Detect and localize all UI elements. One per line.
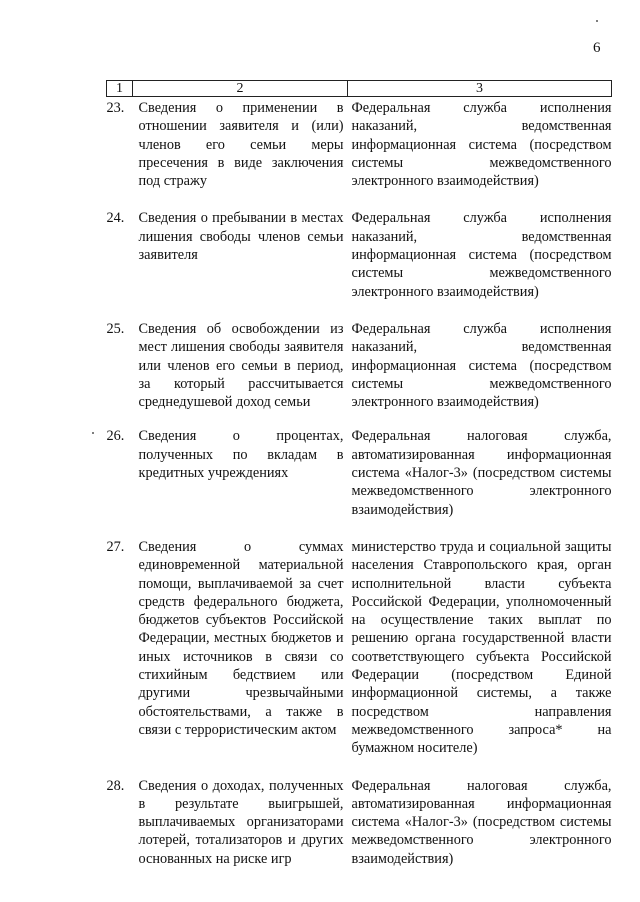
info-cell: Сведения о суммах единовременной материальной помощи, выплачиваемой за счет средств федерального бюджета, бюджетов субъектов Российской Федерации, местных бюджетов и иных источников в связи со стихийным бедствием или другими чрезвычайными обстоятельствами, а также в связи с террористическим актом (138, 538, 344, 738)
table-row-25 (107, 320, 612, 411)
row-gap (107, 758, 612, 777)
document-table (106, 80, 612, 868)
table-row-26 (107, 427, 612, 518)
table-row-24 (107, 209, 612, 300)
row-number: 27. (106, 538, 125, 555)
scan-speck (92, 432, 94, 434)
source-cell: Федеральная служба исполнения наказаний, ведомственная информационная система (посредством системы межведомственного электронного взаимодействия) (351, 100, 612, 190)
row-number: 25. (106, 320, 125, 337)
header-col-1: 1 (107, 81, 133, 97)
table-row-28 (107, 777, 612, 868)
source-cell: министерство труда и социальной защиты населения Ставропольского края, орган исполнительной власти субъекта Российской Федерации, уполномоченный на осуществление таких выплат по решению органа государственной власти соответствующего субъекта Российской Федерации (посредством Единой информационной системы, а также посредством направления межведомственного запроса* на бумажном носителе) (351, 538, 612, 757)
row-number: 26. (106, 428, 125, 445)
page-number: 6 (593, 40, 601, 56)
row-gap (107, 411, 612, 427)
row-number: 28. (106, 777, 125, 794)
scan-speck (596, 20, 598, 22)
row-gap (107, 301, 612, 320)
info-cell: Сведения о доходах, полученных в результате выигрышей, выплачиваемых организаторами лотерей, тотализаторов и других основанных на риске игр (138, 777, 344, 867)
row-gap (107, 519, 612, 538)
source-cell: Федеральная налоговая служба, автоматизированная информационная система «Налог-3» (посредством системы межведомственного электронного взаимодействия) (351, 428, 612, 518)
row-number: 24. (106, 210, 125, 227)
source-cell: Федеральная служба исполнения наказаний, ведомственная информационная система (посредством системы межведомственного электронного взаимодействия) (351, 210, 612, 300)
row-gap (107, 190, 612, 209)
info-cell: Сведения о процентах, полученных по вкладам в кредитных учреждениях (138, 428, 344, 482)
info-cell: Сведения о применении в отношении заявителя и (или) членов его семьи меры пресечения в виде заключения под стражу (138, 100, 344, 190)
row-number: 23. (106, 100, 125, 116)
source-cell: Федеральная налоговая служба, автоматизированная информационная система «Налог-3» (посредством системы межведомственного электронного взаимодействия) (351, 777, 612, 867)
info-cell: Сведения о пребывании в местах лишения свободы членов семьи заявителя (138, 210, 344, 264)
source-cell: Федеральная служба исполнения наказаний, ведомственная информационная система (посредством системы межведомственного электронного взаимодействия) (351, 320, 612, 411)
header-col-2: 2 (133, 81, 348, 97)
info-cell: Сведения об освобождении из мест лишения свободы заявителя или членов его семьи в период, за который рассчитывается среднедушевой доход семьи (138, 320, 344, 411)
table-row-27 (107, 538, 612, 758)
table-row-23 (107, 97, 612, 191)
table-header-row (107, 81, 612, 97)
header-col-3: 3 (348, 81, 612, 97)
